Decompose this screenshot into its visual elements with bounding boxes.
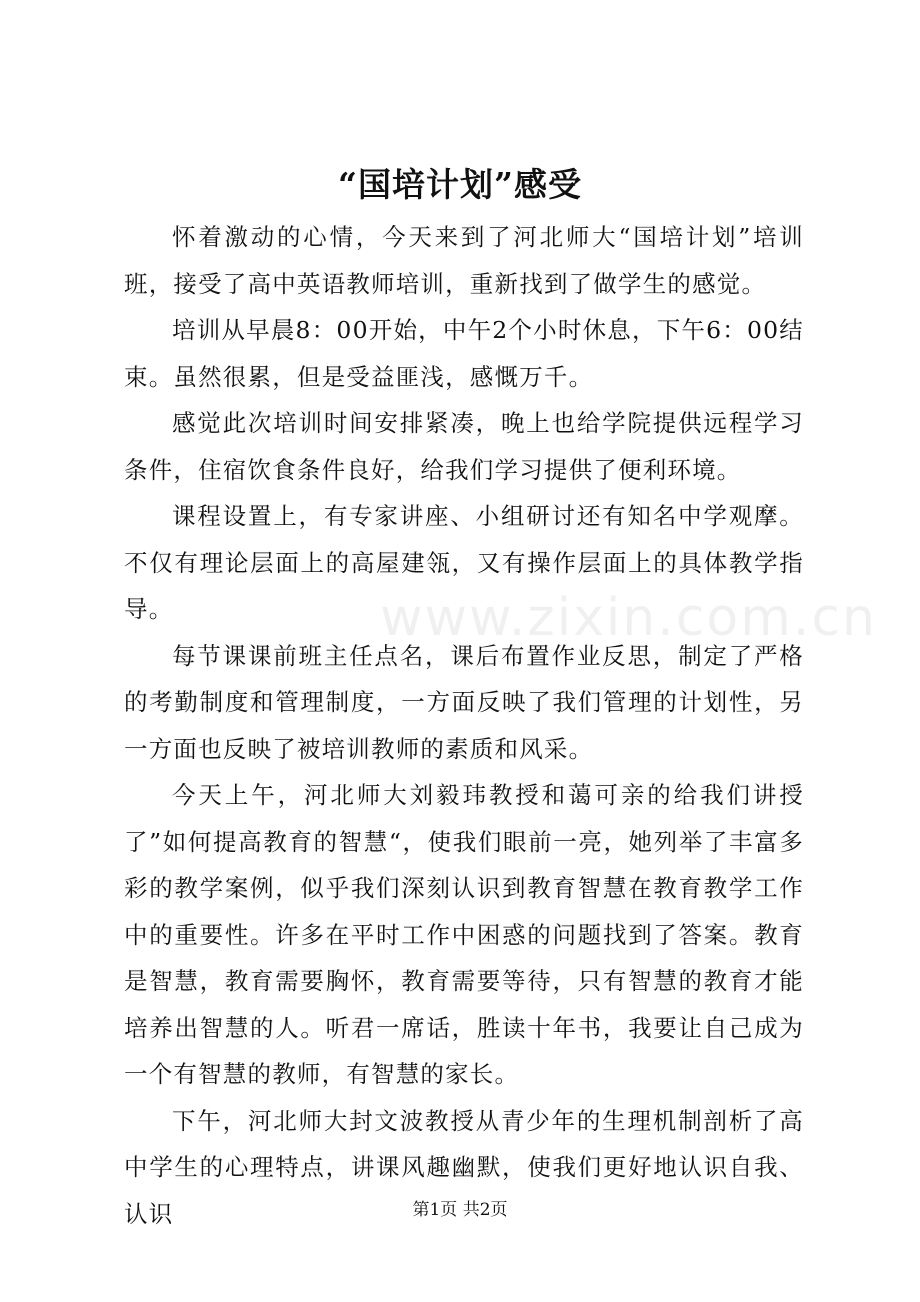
paragraph-4: 课程设置上，有专家讲座、小组研讨还有知名中学观摩。不仅有理论层面上的高屋建瓴，又有操作层面上的具体教学指导。	[124, 502, 804, 623]
paragraph-3: 感觉此次培训时间安排紧凑，晚上也给学院提供远程学习条件，住宿饮食条件良好，给我们学习提供了便利环境。	[124, 409, 804, 484]
paragraph-5: 每节课课前班主任点名，课后布置作业反思，制定了严格的考勤制度和管理制度，一方面反映了我们管理的计划性，另一方面也反映了被培训教师的素质和风采。	[124, 641, 804, 763]
paragraph-7: 下午，河北师大封文波教授从青少年的生理机制剖析了高中学生的心理特点，讲课风趣幽默，使我们更好地认识自我、认识	[124, 1106, 804, 1228]
watermark: www.zixin.com.cn	[380, 588, 877, 648]
paragraph-6: 今天上午，河北师大刘毅玮教授和蔼可亲的给我们讲授了”如何提高教育的智慧“，使我们眼前一亮，她列举了丰富多彩的教学案例，似乎我们深刻认识到教育智慧在教育教学工作中的重要性。许多在平时工作中困惑的问题找到了答案。教育是智慧，教育需要胸怀，教育需要等待，只有智慧的教育才能培养出智慧的人。听君一席话，胜读十年书，我要让自己成为一个有智慧的教师，有智慧的家长。	[124, 781, 804, 1088]
document-body	[124, 214, 804, 1237]
page-footer: 第1页 共2页	[412, 1200, 508, 1220]
paragraph-2: 培训从早晨8：00开始，中午2个小时休息，下午6：00结束。虽然很累，但是受益匪浅，感慨万千。	[124, 316, 804, 391]
paragraph-1: 怀着激动的心情，今天来到了河北师大“国培计划”培训班，接受了高中英语教师培训，重新找到了做学生的感觉。	[124, 223, 804, 298]
document-title: “国培计划”感受	[338, 165, 582, 204]
